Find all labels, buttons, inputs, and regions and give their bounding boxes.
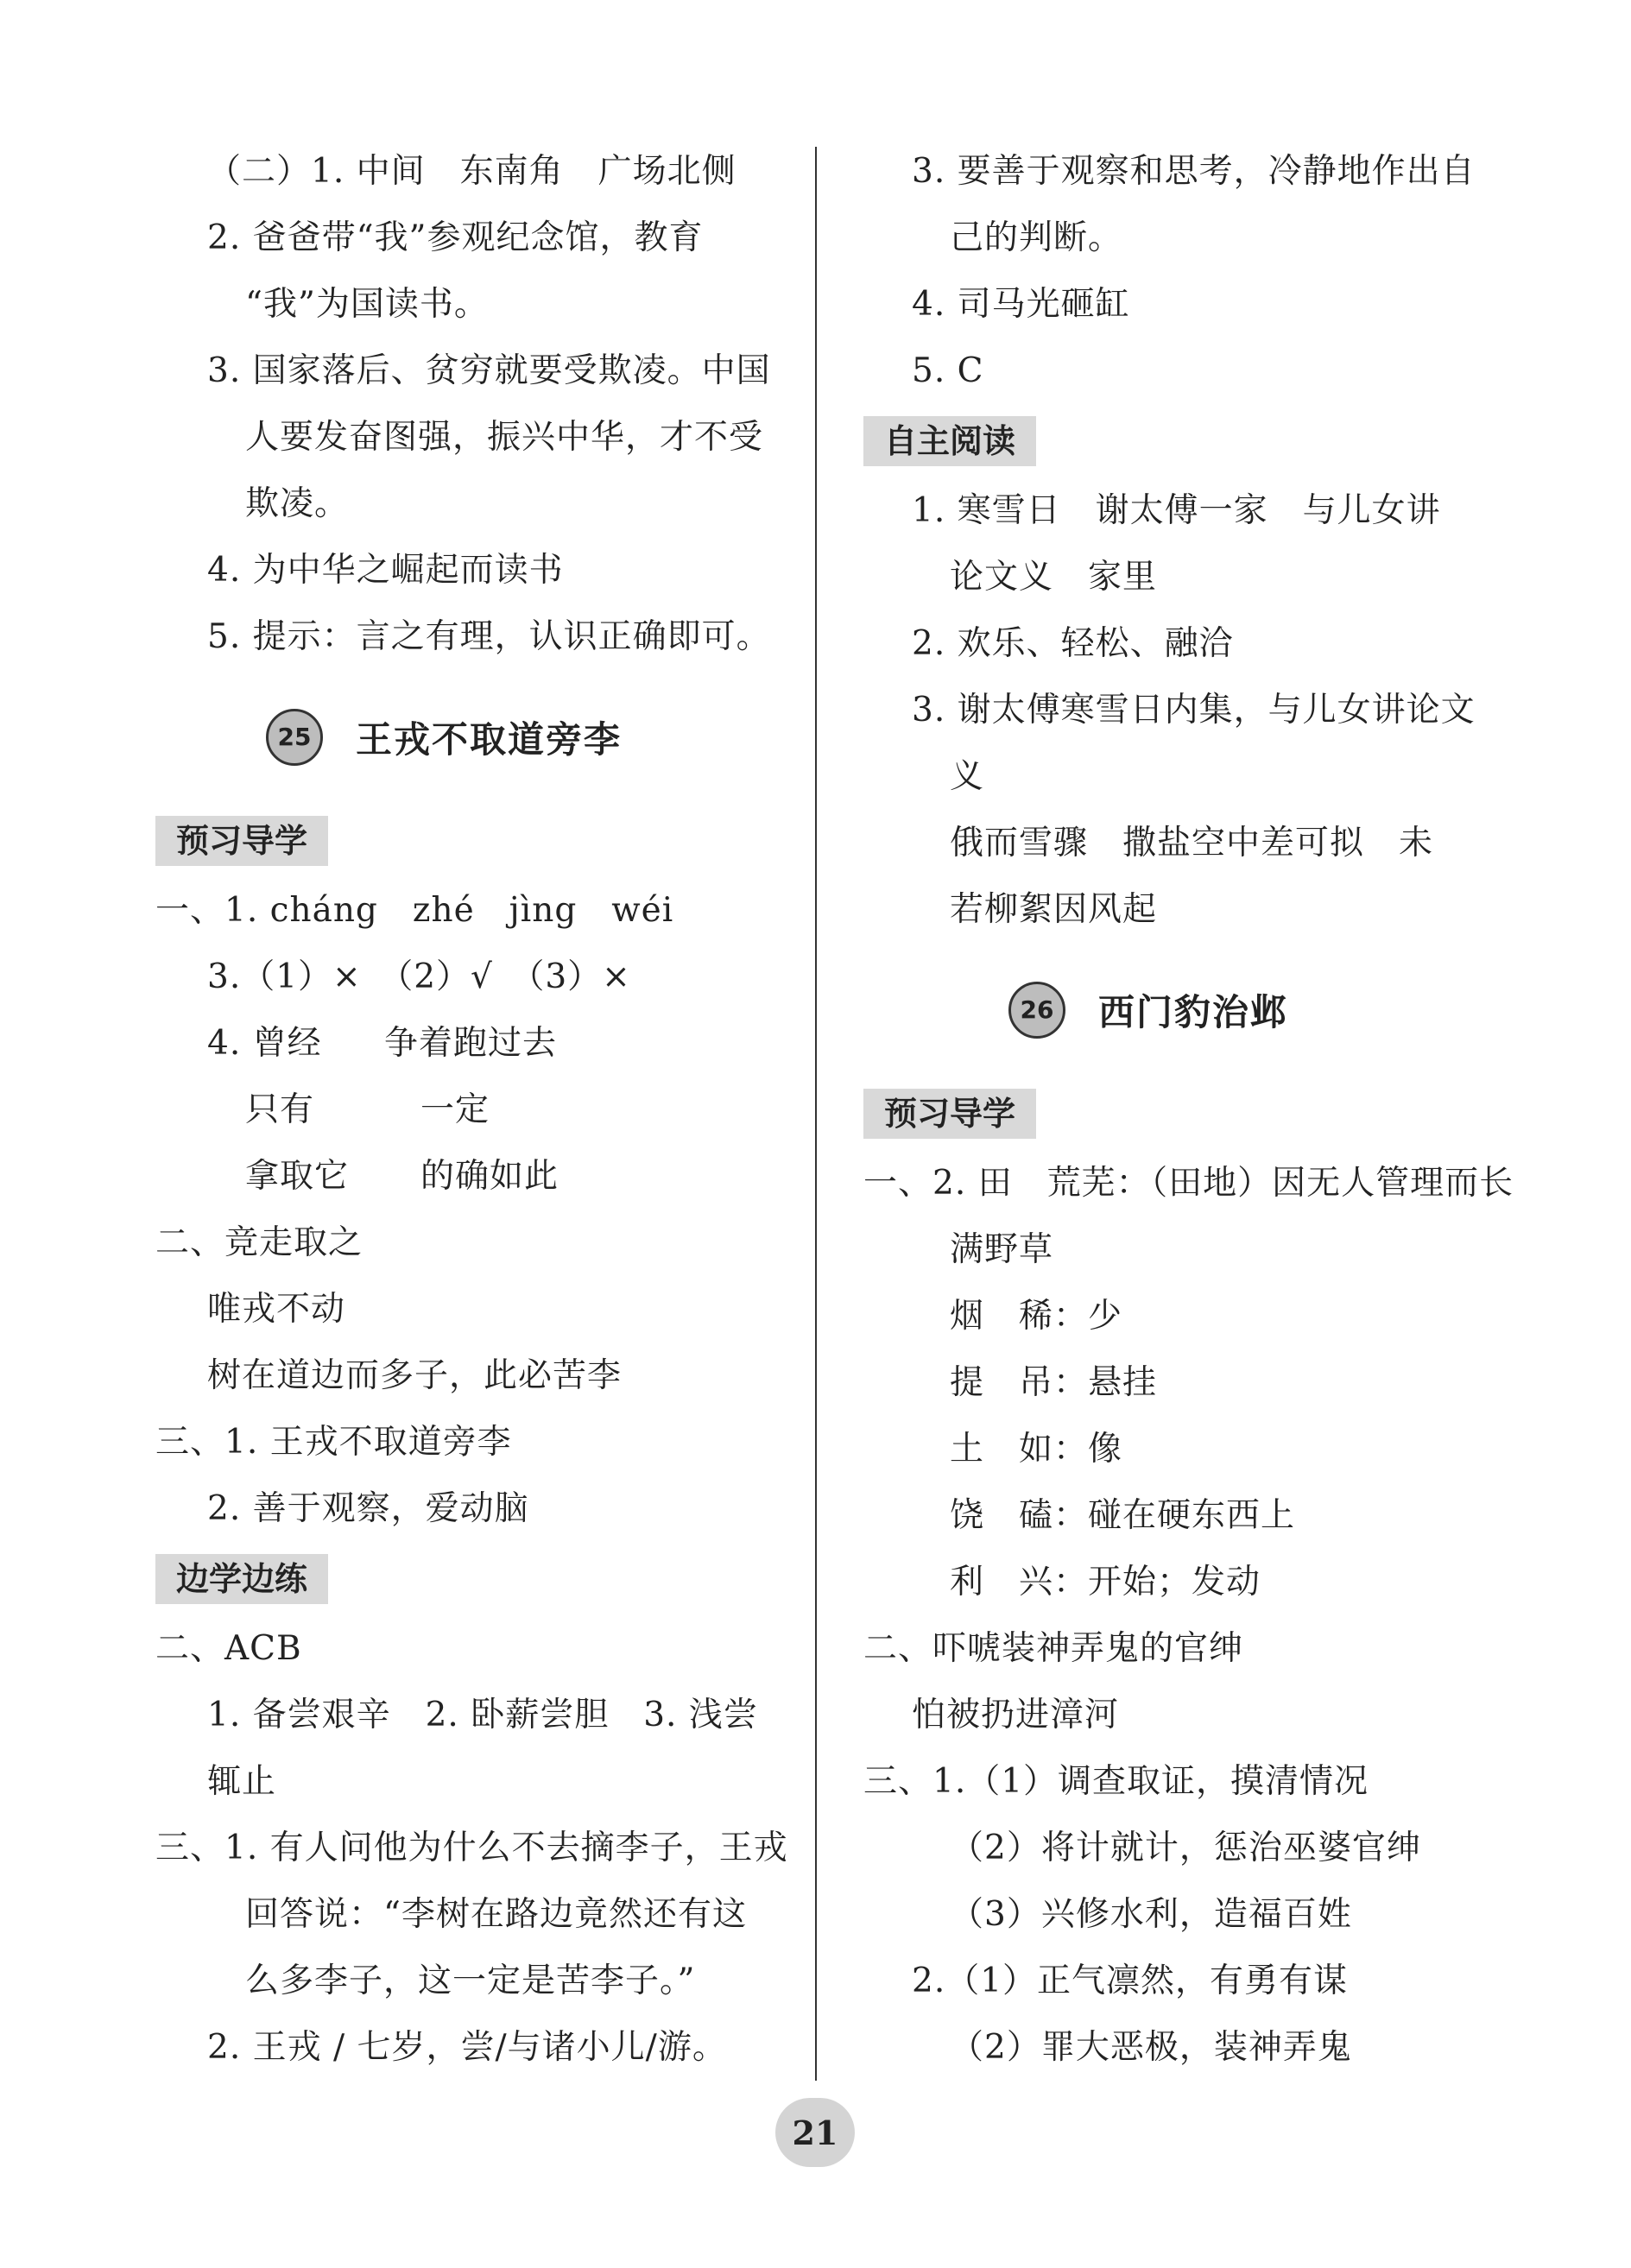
- answer-line: 3. 谢太傅寒雪日内集，与儿女讲论文: [912, 691, 1476, 730]
- answer-line: 树在道边而多子，此必苦李: [207, 1356, 623, 1395]
- lesson-number-badge: 26: [1008, 982, 1065, 1039]
- pair-right: 的确如此: [420, 1157, 559, 1196]
- lesson-number-badge: 25: [266, 709, 323, 766]
- page-number: 21: [775, 2098, 855, 2167]
- section-tag-practice: [155, 1542, 794, 1615]
- pair-left: 4. 曾经: [207, 1024, 322, 1063]
- answer-line: 1. 备尝艰辛 2. 卧薪尝胆 3. 浅尝: [207, 1696, 758, 1734]
- answer-line: 论文义 家里: [950, 558, 1158, 597]
- pair-left: 拿取它: [245, 1157, 350, 1196]
- section-tag-reading: [863, 404, 1485, 477]
- answer-line: 满野草: [950, 1230, 1054, 1269]
- right-column: [863, 138, 1514, 2081]
- answer-line: 3. 要善于观察和思考，冷静地作出自: [912, 152, 1476, 191]
- answer-line: 唯戎不动: [207, 1290, 346, 1329]
- answer-line: 3.（1）× （2）√ （3）×: [207, 957, 631, 996]
- section-tag-preview: [863, 1077, 1485, 1150]
- answer-line: 二、ACB: [155, 1629, 302, 1668]
- answer-line: 人要发奋图强，振兴中华，才不受: [245, 418, 764, 457]
- answer-line: 1. 寒雪日 谢太傅一家 与儿女讲: [912, 491, 1441, 530]
- answer-line: 三、1. 有人问他为什么不去摘李子，王戎: [155, 1829, 788, 1867]
- lesson-heading: [155, 670, 794, 804]
- answer-line: 若柳絮因风起: [950, 890, 1158, 929]
- answer-line: 烟 稀：少: [950, 1297, 1123, 1336]
- answer-line: 辄止: [207, 1762, 277, 1801]
- section-tag-preview: [155, 804, 794, 877]
- answer-line: 己的判断。: [950, 218, 1123, 257]
- answer-line: [155, 1010, 794, 1077]
- section-tag-label: 自主阅读: [863, 416, 1036, 466]
- column-divider: [815, 147, 817, 2081]
- answer-line: 土 如：像: [950, 1430, 1123, 1469]
- answer-line: 怕被扔进漳河: [912, 1696, 1120, 1734]
- answer-line: 三、1.（1）调查取证，摸清情况: [863, 1762, 1369, 1801]
- answer-line: 欺凌。: [245, 484, 350, 523]
- answer-line: 5. C: [912, 351, 984, 390]
- answer-line: 俄而雪骤 撒盐空中差可拟 未: [950, 824, 1434, 862]
- lesson-title: 王戎不取道旁李: [356, 717, 623, 761]
- answer-line: [155, 1077, 794, 1143]
- answer-line: 二、竞走取之: [155, 1223, 363, 1262]
- lesson-heading: [863, 943, 1485, 1077]
- answer-line: 二、吓唬装神弄鬼的官绅: [863, 1629, 1244, 1668]
- answer-line: 2. 善于观察，爱动脑: [207, 1489, 529, 1528]
- answer-line: （2）将计就计，惩治巫婆官绅: [950, 1829, 1421, 1867]
- answer-line: （二）1. 中间 东南角 广场北侧: [207, 152, 736, 191]
- pair-left: 只有: [245, 1090, 315, 1129]
- answer-line: 4. 司马光砸缸: [912, 285, 1130, 324]
- lesson-title: 西门豹治邺: [1098, 990, 1289, 1033]
- answer-line: 2. 王戎 / 七岁，尝/与诸小儿/游。: [207, 2028, 727, 2067]
- pair-right: 一定: [420, 1090, 490, 1129]
- section-tag-label: 预习导学: [863, 1089, 1036, 1139]
- answer-line: 一、1. cháng zhé jìng wéi: [155, 891, 674, 930]
- answer-line: 利 兴：开始；发动: [950, 1563, 1261, 1601]
- answer-line: 义: [950, 757, 985, 796]
- answer-line: [155, 1143, 794, 1210]
- answer-line: （2）罪大恶极，装神弄鬼: [950, 2028, 1352, 2067]
- answer-line: 2. 欢乐、轻松、融洽: [912, 624, 1234, 663]
- section-tag-label: 预习导学: [155, 816, 328, 866]
- left-column: [155, 138, 794, 2081]
- answer-line: 2.（1）正气凛然，有勇有谋: [912, 1962, 1349, 2000]
- answer-line: “我”为国读书。: [245, 285, 489, 324]
- answer-line: 三、1. 王戎不取道旁李: [155, 1423, 512, 1462]
- answer-line: 4. 为中华之崛起而读书: [207, 551, 564, 590]
- answer-line: 饶 磕：碰在硬东西上: [950, 1496, 1296, 1535]
- answer-line: 5. 提示：言之有理，认识正确即可。: [207, 617, 771, 656]
- answer-line: 回答说：“李树在路边竟然还有这: [245, 1895, 747, 1934]
- pair-right: 争着跑过去: [384, 1024, 558, 1063]
- answer-line: 3. 国家落后、贫穷就要受欺凌。中国: [207, 351, 771, 390]
- answer-line: 提 吊：悬挂: [950, 1363, 1158, 1402]
- section-tag-label: 边学边练: [155, 1554, 328, 1604]
- answer-line: 2. 爸爸带“我”参观纪念馆，教育: [207, 218, 704, 257]
- answer-line: （3）兴修水利，造福百姓: [950, 1895, 1352, 1934]
- answer-line: 一、2. 田 荒芜：（田地）因无人管理而长: [863, 1164, 1514, 1203]
- answer-line: 么多李子，这一定是苦李子。”: [245, 1962, 696, 2000]
